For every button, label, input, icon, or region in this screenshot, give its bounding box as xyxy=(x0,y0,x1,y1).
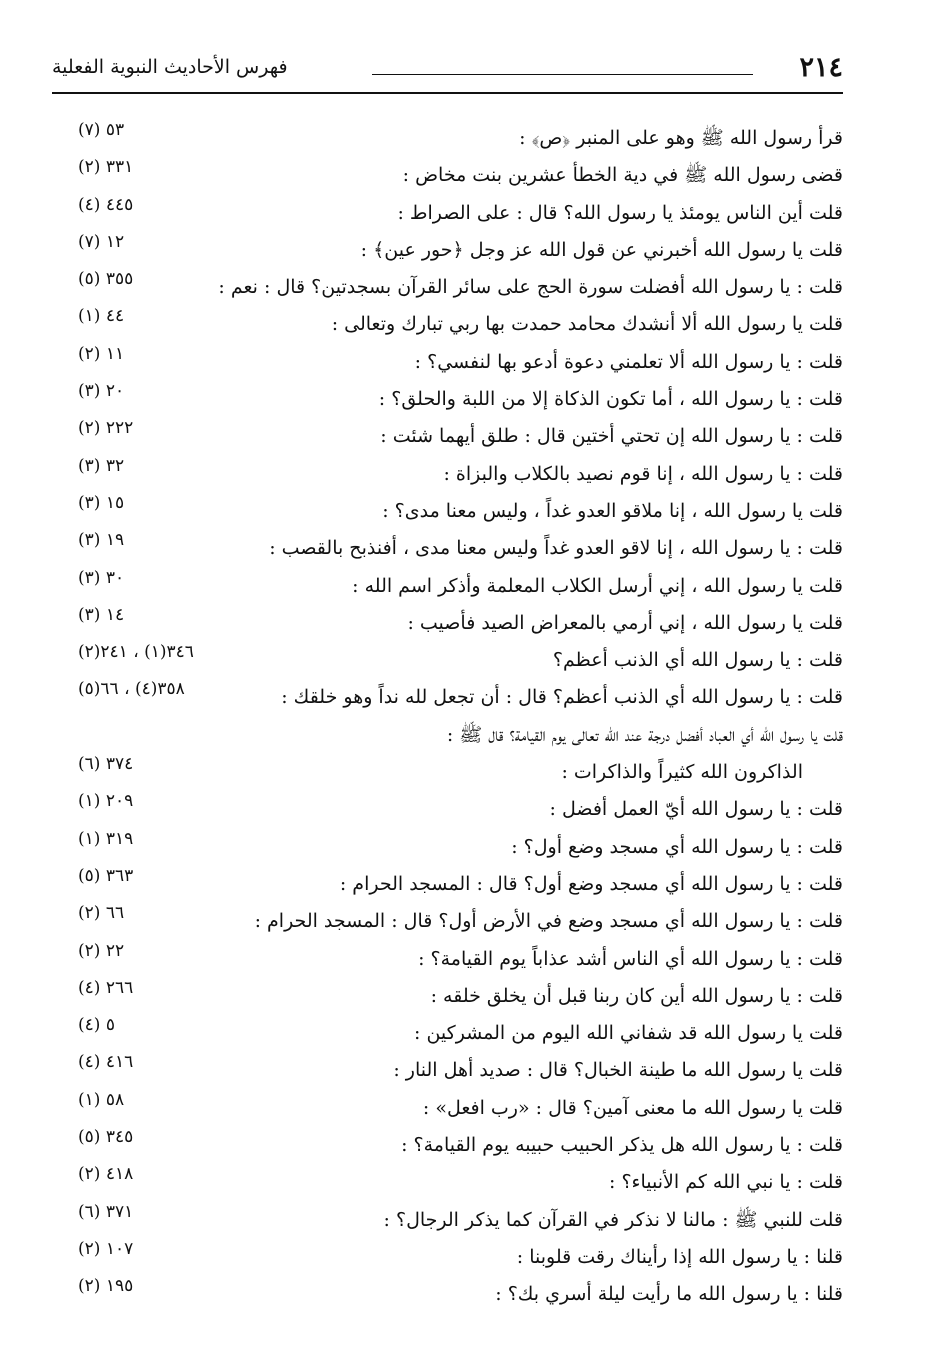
list-item xyxy=(0,1236,931,1273)
list-item xyxy=(0,1087,931,1124)
entry-reference: ١٤ (٣) xyxy=(78,604,125,625)
entry-text: قلت : يا رسول الله أفضلت سورة الحج على سائر القرآن بسجدتين؟ قال : نعم : xyxy=(218,276,843,299)
entry-text: قلت : يا رسول الله إن تحتي أختين قال : طلق أيهما شئت : xyxy=(380,425,843,448)
entry-text: قلت : يا رسول الله ، أما تكون الذكاة إلا من اللبة والحلق؟ : xyxy=(378,388,843,411)
entry-text: قرأ رسول الله ﷺ وهو على المنبر ﴿ص﴾ : xyxy=(519,127,843,149)
entry-reference: ١٩ (٣) xyxy=(78,530,125,551)
entry-text: قلت يا رسول الله ، إني أرسل الكلاب المعلمة وأذكر اسم الله : xyxy=(352,574,843,597)
list-item xyxy=(0,788,931,825)
entry-reference: ٤١٨ (٢) xyxy=(78,1164,134,1185)
list-item xyxy=(0,602,931,639)
list-item xyxy=(0,490,931,527)
hadith-index-list xyxy=(0,117,931,1311)
list-item xyxy=(0,826,931,863)
entry-text: قلت : يا رسول الله أي الذنب أعظم؟ قال : أن تجعل لله نداً وهو خلقك : xyxy=(281,686,843,709)
list-item xyxy=(0,676,931,713)
list-item xyxy=(0,1199,931,1236)
entry-reference: ٤٤٥ (٤) xyxy=(78,194,134,215)
entry-reference: ٣٥٨(٤) ، ٦٦(٥) xyxy=(78,679,185,700)
list-item xyxy=(0,938,931,975)
entry-text: قلت : يا رسول الله أي مسجد وضع أول؟ : xyxy=(511,835,843,858)
entry-text: قلت : يا رسول الله أيّ العمل أفضل : xyxy=(549,798,843,821)
entry-reference: ٣٠ (٣) xyxy=(78,567,125,588)
list-item xyxy=(0,117,931,154)
list-item xyxy=(0,565,931,602)
list-item xyxy=(0,1273,931,1310)
entry-text: قلت : يا رسول الله أي مسجد وضع في الأرض أول؟ قال : المسجد الحرام : xyxy=(254,910,843,933)
entry-text: قلت أين الناس يومئذ يا رسول الله؟ قال : على الصراط : xyxy=(397,201,843,224)
list-item xyxy=(0,1012,931,1049)
entry-reference: ٢٠٩ (١) xyxy=(78,791,134,812)
list-item xyxy=(0,303,931,340)
list-item xyxy=(0,453,931,490)
entry-text: قلت : يا نبي الله كم الأنبياء؟ : xyxy=(609,1171,843,1194)
page-header xyxy=(52,48,843,94)
entry-reference: ٣٥٥ (٥) xyxy=(78,269,134,290)
entry-reference: ١٢ (٧) xyxy=(78,231,125,252)
entry-reference: ٣٤٦(١) ، ٢٤١(٢) xyxy=(78,642,194,663)
entry-reference: ٤١٦ (٤) xyxy=(78,1052,134,1073)
entry-reference: ٢٠ (٣) xyxy=(78,381,125,402)
entry-text: قلت : يا رسول الله ألا تعلمني دعوة أدعو بها لنفسي؟ : xyxy=(414,350,843,373)
list-item xyxy=(0,415,931,452)
list-item xyxy=(0,378,931,415)
entry-reference: ١٥ (٣) xyxy=(78,492,125,513)
entry-text: قلت : يا رسول الله أي مسجد وضع أول؟ قال : المسجد الحرام : xyxy=(339,872,843,895)
entry-reference: ٣٤٥ (٥) xyxy=(78,1127,134,1148)
entry-text: قلت يا رسول الله ، إني أرمي بالمعراض الصيد فأصيب : xyxy=(407,611,843,634)
entry-reference: ٢٢ (٢) xyxy=(78,940,125,961)
entry-text: قلنا : يا رسول الله ما رأيت ليلة أسري بك؟ : xyxy=(495,1283,843,1306)
list-item xyxy=(0,229,931,266)
entry-reference: ٣٣١ (٢) xyxy=(78,157,134,178)
entry-text: قلت يا رسول الله ما طينة الخبال؟ قال : صديد أهل النار : xyxy=(393,1059,843,1082)
entry-reference: ١٠٧ (٢) xyxy=(78,1238,134,1259)
entry-text: قلت يا رسول الله ، إنا ملاقو العدو غداً ، وليس معنا مدى؟ : xyxy=(382,499,843,522)
entry-text: قلت يا رسول الله ما معنى آمين؟ قال : «رب افعل» : xyxy=(422,1096,843,1119)
list-item xyxy=(0,527,931,564)
entry-reference: ١٩٥ (٢) xyxy=(78,1276,134,1297)
entry-reference: ٢٢٢ (٢) xyxy=(78,418,134,439)
entry-text: قلت : يا رسول الله أي الذنب أعظم؟ xyxy=(552,649,843,672)
entry-text: قلت يا رسول الله أي العباد أفضل درجة عند الله تعالى يوم القيامة؟ قال ﷺ : xyxy=(446,723,843,746)
page-number: ٢١٤ xyxy=(799,52,843,83)
list-item xyxy=(0,1049,931,1086)
list-item xyxy=(0,1161,931,1198)
entry-reference: ٣٦٣ (٥) xyxy=(78,865,134,886)
running-title: فهرس الأحاديث النبوية الفعلية xyxy=(52,56,288,78)
entry-reference: ٣٢ (٣) xyxy=(78,455,125,476)
entry-reference: ٣٧٤ (٦) xyxy=(78,754,134,775)
entry-text: الذاكرون الله كثيراً والذاكرات : xyxy=(561,761,803,784)
entry-text: قلت : يا رسول الله هل يذكر الحبيب حبيبه يوم القيامة؟ : xyxy=(401,1134,843,1157)
list-item xyxy=(0,975,931,1012)
entry-reference: ٤٤ (١) xyxy=(78,306,125,327)
entry-reference: ٦٦ (٢) xyxy=(78,903,125,924)
list-item xyxy=(0,639,931,676)
list-item xyxy=(0,1124,931,1161)
list-item xyxy=(0,714,931,751)
entry-text: قلت يا رسول الله قد شفاني الله اليوم من المشركين : xyxy=(414,1022,843,1045)
entry-reference: ٥٨ (١) xyxy=(78,1089,125,1110)
entry-text: قلت : يا رسول الله ، إنا قوم نصيد بالكلاب والبزاة : xyxy=(443,462,843,485)
entry-reference: ١١ (٢) xyxy=(78,343,125,364)
header-dash xyxy=(372,74,753,75)
entry-reference: ٥٣ (٧) xyxy=(78,120,125,140)
entry-text: قلنا : يا رسول الله إذا رأيناك رقت قلوبنا : xyxy=(516,1245,843,1268)
entry-text: قلت : يا رسول الله أي الناس أشد عذاباً يوم القيامة؟ : xyxy=(418,947,843,970)
entry-text: قضى رسول الله ﷺ في دية الخطأ عشرين بنت مخاض : xyxy=(402,164,843,187)
entry-reference: ٣٧١ (٦) xyxy=(78,1201,134,1222)
entry-text: قلت : يا رسول الله أين كان ربنا قبل أن يخلق خلقه : xyxy=(430,984,843,1007)
entry-text: قلت يا رسول الله ألا أنشدك محامد حمدت بها ربي تبارك وتعالى : xyxy=(331,313,843,336)
entry-reference: ٢٦٦ (٤) xyxy=(78,977,134,998)
list-item xyxy=(0,900,931,937)
entry-reference: ٣١٩ (١) xyxy=(78,828,134,849)
list-item xyxy=(0,266,931,303)
entry-reference: ٥ (٤) xyxy=(78,1015,115,1036)
entry-text: قلت : يا رسول الله ، إنا لاقو العدو غداً وليس معنا مدى ، أفنذبح بالقصب : xyxy=(269,537,843,560)
list-item xyxy=(0,154,931,191)
entry-text: قلت للنبي ﷺ : مالنا لا نذكر في القرآن كما يذكر الرجال؟ : xyxy=(383,1208,843,1231)
list-item xyxy=(0,863,931,900)
list-item xyxy=(0,751,931,788)
list-item xyxy=(0,341,931,378)
list-item xyxy=(0,192,931,229)
entry-text: قلت يا رسول الله أخبرني عن قول الله عز وجل ﴿حور عين﴾ : xyxy=(360,238,843,261)
